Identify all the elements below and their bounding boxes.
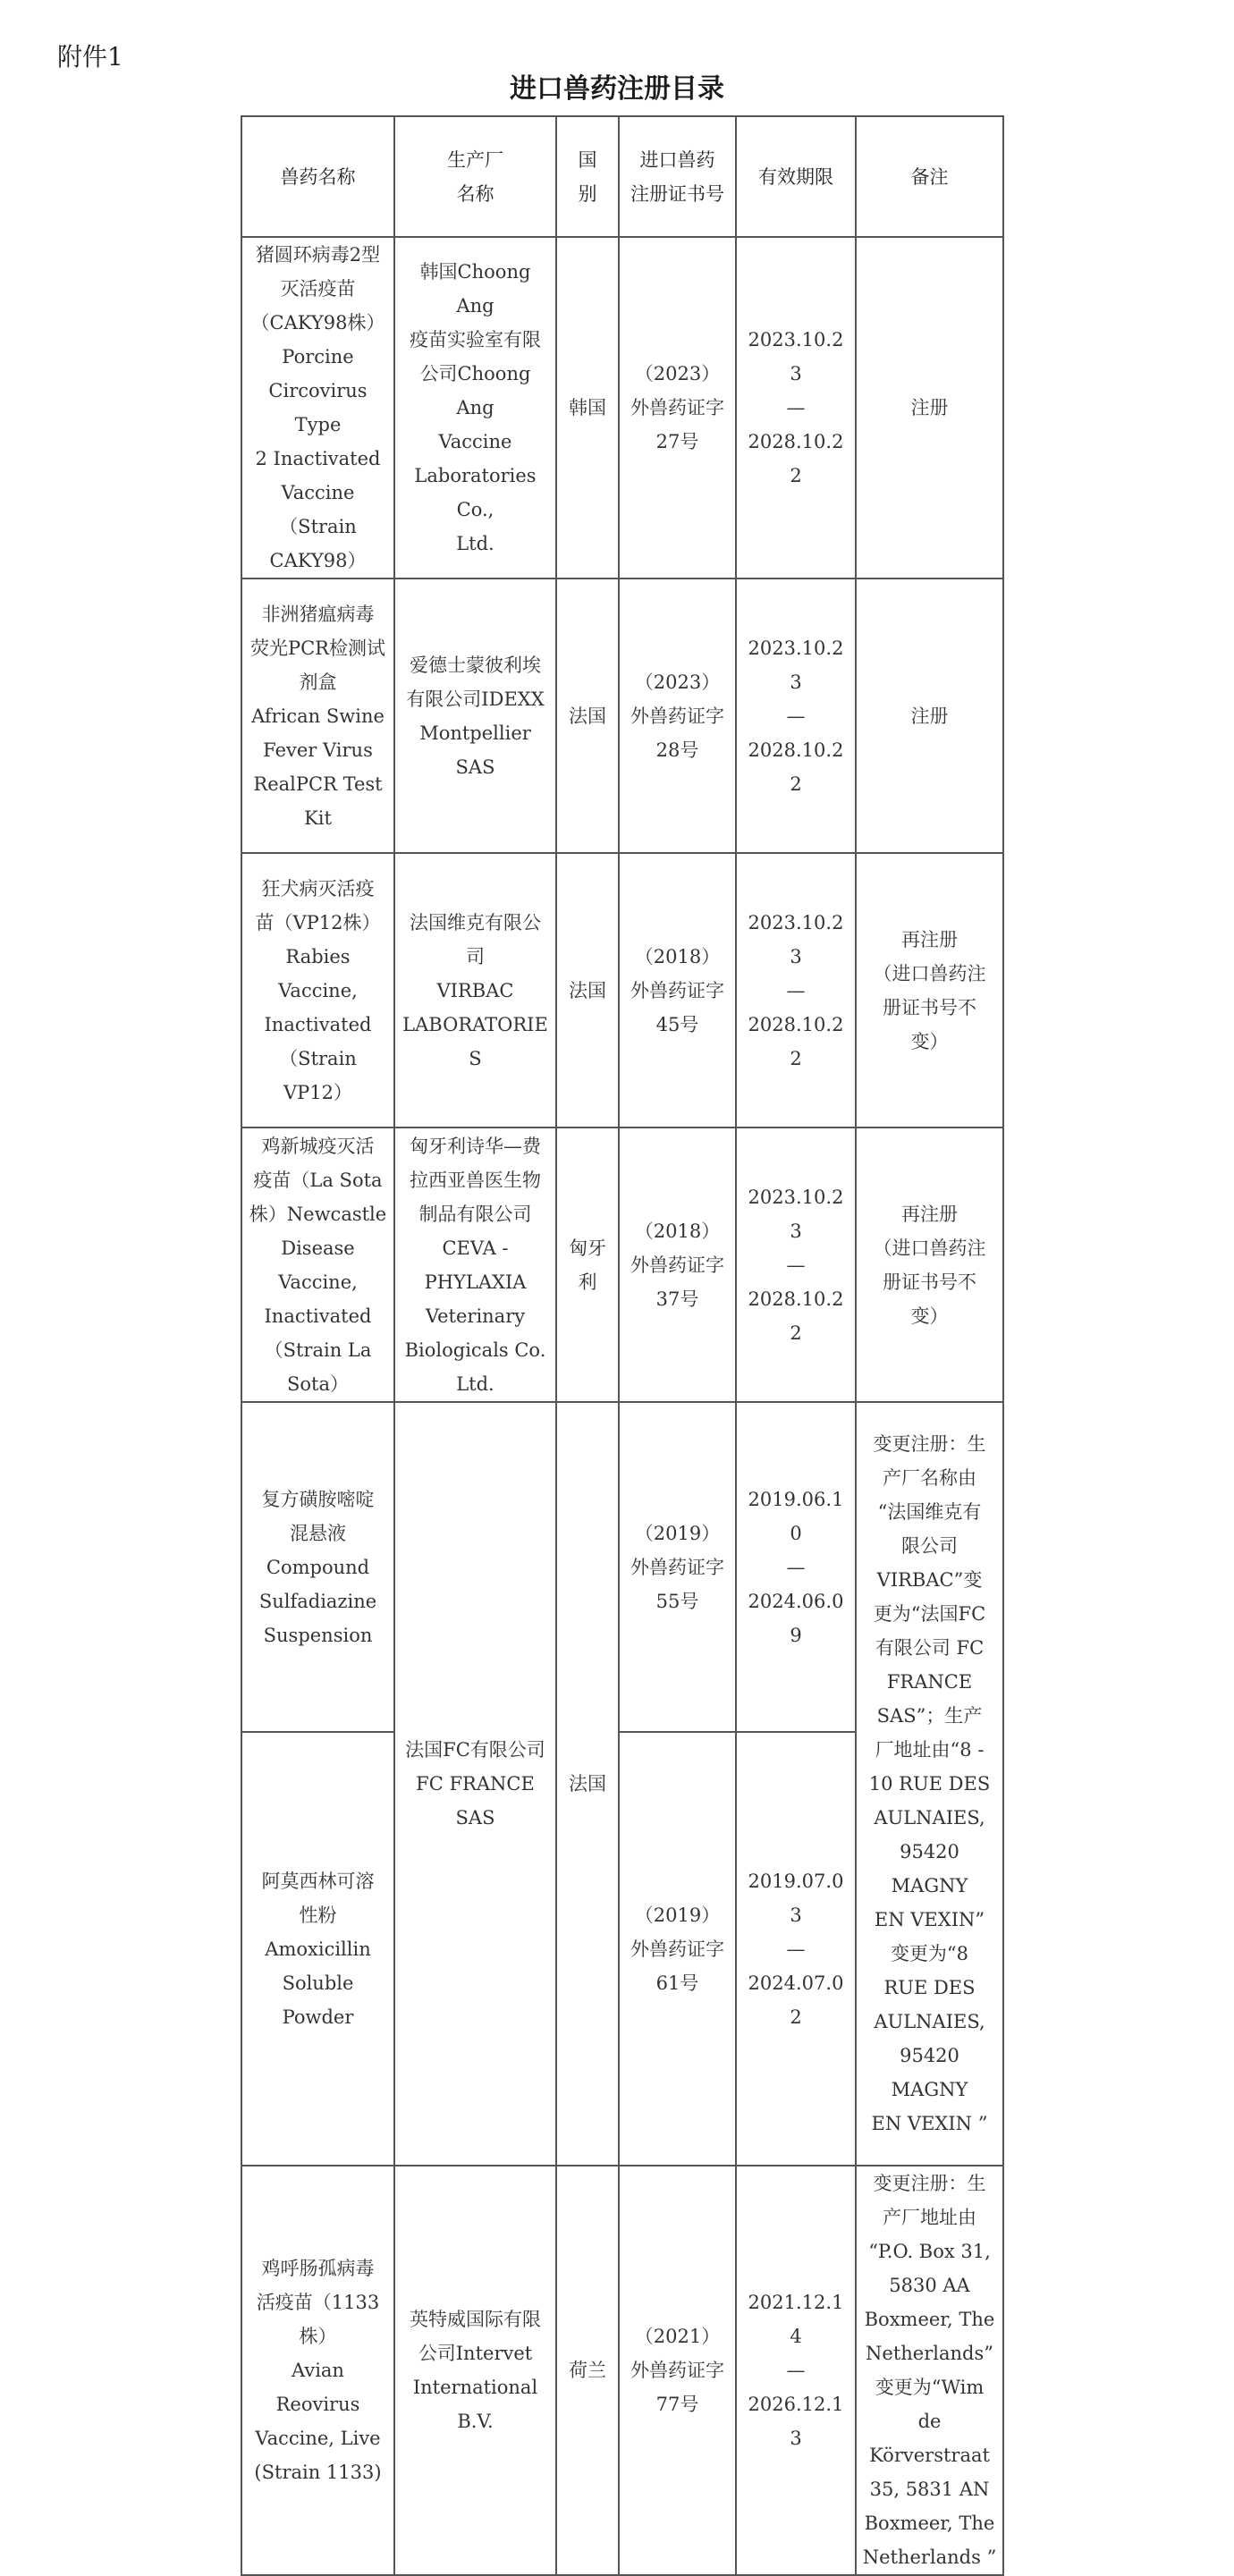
- cell-name: 狂犬病灭活疫 苗（VP12株） Rabies Vaccine, Inactivated （Strain VP12）: [241, 853, 394, 1128]
- cell-validity: 2023.10.23 — 2028.10.22: [736, 1128, 856, 1402]
- cell-validity: 2019.06.10 — 2024.06.09: [736, 1402, 856, 1732]
- cell-name: 非洲猪瘟病毒 荧光PCR检测试 剂盒 African Swine Fever Virus RealPCR Test Kit: [241, 579, 394, 853]
- cell-name: 鸡呼肠孤病毒 活疫苗（1133 株） Avian Reovirus Vaccine, Live (Strain 1133): [241, 2166, 394, 2575]
- table-row: [241, 579, 1003, 853]
- cell-cert-no: （2018） 外兽药证字 37号: [619, 1128, 736, 1402]
- cell-cert-no: （2019） 外兽药证字 61号: [619, 1732, 736, 2166]
- cell-country: 匈牙 利: [556, 1128, 619, 1402]
- cell-validity: 2023.10.23 — 2028.10.22: [736, 579, 856, 853]
- table-row: [241, 1402, 1003, 1732]
- header-row: [241, 116, 1003, 237]
- cell-cert-no: （2021） 外兽药证字 77号: [619, 2166, 736, 2575]
- table-row: [241, 853, 1003, 1128]
- header-cert-no: 进口兽药 注册证书号: [619, 116, 736, 237]
- cell-country-merged: 法国: [556, 1402, 619, 2166]
- header-manufacturer: 生产厂 名称: [394, 116, 556, 237]
- cell-manufacturer: 韩国Choong Ang 疫苗实验室有限 公司Choong Ang Vaccine Laboratories Co., Ltd.: [394, 237, 556, 579]
- cell-cert-no: （2019） 外兽药证字 55号: [619, 1402, 736, 1732]
- cell-validity: 2023.10.23 — 2028.10.22: [736, 853, 856, 1128]
- cell-name: 猪圆环病毒2型 灭活疫苗 （CAKY98株） Porcine Circovirus Type 2 Inactivated Vaccine（Strain CAKY98）: [241, 237, 394, 579]
- cell-remarks-merged: 变更注册：生 产厂名称由 “法国维克有 限公司 VIRBAC”变 更为“法国FC 有限公司 FC FRANCE SAS”；生产 厂地址由“8 - 10 RUE DES AULNAIES, 95420 MAGNY EN VEXIN” 变更为“8 RUE DES AULNAIES, 95420 MAGNY EN VEXIN ”: [856, 1402, 1003, 2166]
- header-remarks: 备注: [856, 116, 1003, 237]
- cell-name: 复方磺胺嘧啶 混悬液 Compound Sulfadiazine Suspension: [241, 1402, 394, 1732]
- table-row: [241, 2166, 1003, 2575]
- cell-manufacturer: 爱德士蒙彼利埃 有限公司IDEXX Montpellier SAS: [394, 579, 556, 853]
- document-title: 进口兽药注册目录: [510, 73, 724, 105]
- attachment-label: 附件1: [57, 42, 123, 72]
- cell-manufacturer-merged: 法国FC有限公司 FC FRANCE SAS: [394, 1402, 556, 2166]
- table-row: [241, 237, 1003, 579]
- cell-remarks: 注册: [856, 579, 1003, 853]
- cell-validity: 2023.10.23 — 2028.10.22: [736, 237, 856, 579]
- cell-name: 阿莫西林可溶 性粉Amoxicillin Soluble Powder: [241, 1732, 394, 2166]
- table-row: [241, 1128, 1003, 1402]
- cell-validity: 2021.12.14 — 2026.12.13: [736, 2166, 856, 2575]
- cell-country: 荷兰: [556, 2166, 619, 2575]
- header-validity: 有效期限: [736, 116, 856, 237]
- cell-cert-no: （2023） 外兽药证字 27号: [619, 237, 736, 579]
- cell-remarks: 变更注册：生 产厂地址由 “P.O. Box 31, 5830 AA Boxmeer, The Netherlands” 变更为“Wim de Körverstraat 35, 5831 AN Boxmeer, The Netherlands ”: [856, 2166, 1003, 2575]
- cell-country: 法国: [556, 579, 619, 853]
- cell-validity: 2019.07.03 — 2024.07.02: [736, 1732, 856, 2166]
- cell-cert-no: （2018） 外兽药证字 45号: [619, 853, 736, 1128]
- cell-cert-no: （2023） 外兽药证字 28号: [619, 579, 736, 853]
- header-name: 兽药名称: [241, 116, 394, 237]
- cell-name: 鸡新城疫灭活 疫苗（La Sota 株）Newcastle Disease Vaccine, Inactivated （Strain La Sota）: [241, 1128, 394, 1402]
- registry-table: [241, 115, 1004, 2576]
- cell-remarks: 再注册 （进口兽药注 册证书号不 变）: [856, 853, 1003, 1128]
- cell-country: 法国: [556, 853, 619, 1128]
- cell-country: 韩国: [556, 237, 619, 579]
- cell-manufacturer: 英特威国际有限 公司Intervet International B.V.: [394, 2166, 556, 2575]
- cell-manufacturer: 匈牙利诗华—费 拉西亚兽医生物 制品有限公司 CEVA - PHYLAXIA Veterinary Biologicals Co. Ltd.: [394, 1128, 556, 1402]
- cell-remarks: 注册: [856, 237, 1003, 579]
- cell-remarks: 再注册 （进口兽药注 册证书号不 变）: [856, 1128, 1003, 1402]
- cell-manufacturer: 法国维克有限公 司 VIRBAC LABORATORIES: [394, 853, 556, 1128]
- header-country: 国 别: [556, 116, 619, 237]
